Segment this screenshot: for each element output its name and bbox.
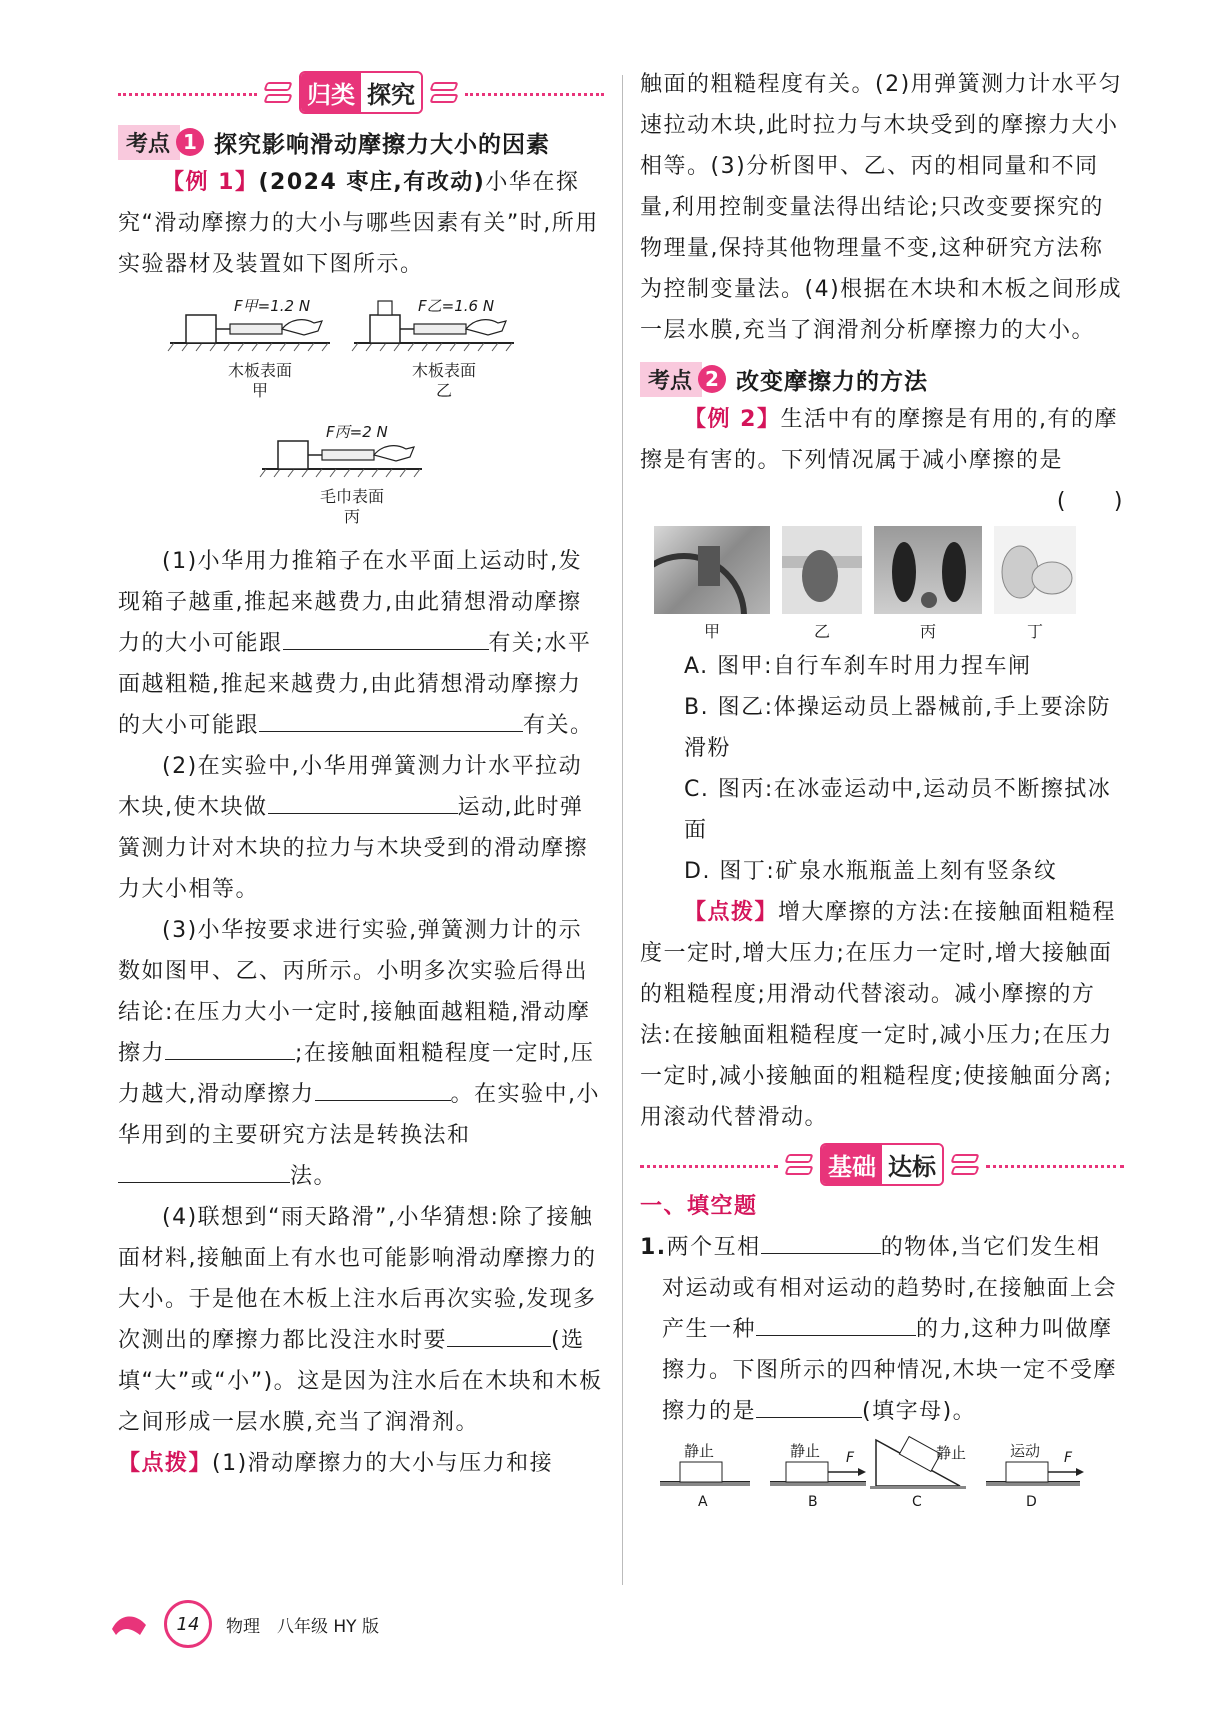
tip-1: 【点拨】(1)滑动摩擦力的大小与压力和接 — [118, 1451, 554, 1476]
diamond-icon — [431, 81, 457, 103]
kaodian-1-heading: 考点 1 探究影响滑动摩擦力大小的因素 — [118, 122, 604, 162]
friction-experiment-figure — [118, 291, 604, 541]
label-c: C — [912, 1494, 922, 1510]
label-b: B — [808, 1494, 818, 1510]
example-1: 【例 1】(2024 枣庄,有改动)小华在探究“滑动摩擦力的大小与哪些因素有关”时,所用实验器材及装置如下图所示。 — [118, 170, 599, 277]
label-move-d: 运动 — [1010, 1442, 1041, 1460]
question-1-1: (1)小华用力推箱子在水平面上运动时,发现箱子越重,推起来越费力,由此猜想滑动摩擦力的大小可能跟 有关;水平面越粗糙,推起来越费力,由此猜想滑动摩擦力的大小可能跟 有关。 — [118, 549, 594, 738]
kaodian-2-heading: 考点 2 改变摩擦力的方法 — [640, 359, 1124, 399]
page-footer — [110, 1600, 379, 1648]
section-banner-jichu: 基础 达标 — [640, 1142, 1124, 1186]
mascot-icon — [110, 1609, 150, 1639]
caption-jia: 甲 — [703, 622, 720, 641]
force-label-jia: F甲=1.2 N — [234, 297, 311, 315]
question-1-4: (4)联想到“雨天路滑”,小华猜想:除了接触面材料,接触面上有水也可能影响滑动摩擦力的大小。于是他在木板上注水后再次实验,发现多次测出的摩擦力都比没注水时要 (选填“大”或“小”)。这是因为注水后在木块和木板之间形成一层水膜,充当了润滑剂。 — [118, 1205, 603, 1435]
photo-curling — [874, 526, 982, 614]
label-f-b: F — [846, 1450, 855, 1466]
exercise-1: 1.两个互相 的物体,当它们发生相对运动或有相对运动的趋势时,在接触面上会产生一种 的力,这种力叫做摩擦力。下图所示的四种情况,木块一定不受摩擦力的是 (填字母)。 — [640, 1227, 1124, 1432]
option-a: A. 图甲:自行车刹车时用力捏车闸 — [684, 654, 1032, 679]
option-d: D. 图丁:矿泉水瓶瓶盖上刻有竖条纹 — [684, 859, 1058, 884]
answer-paren: ( ) — [1056, 489, 1124, 514]
photo-gymnast-hand — [782, 526, 862, 614]
example-2-photos — [640, 526, 1124, 646]
column-divider — [622, 75, 623, 1585]
tip-2: 【点拨】增大摩擦的方法:在接触面粗糙程度一定时,增大压力;在压力一定时,增大接触面的粗糙程度;用滑动代替滚动。减小摩擦的方法:在接触面粗糙程度一定时,减小压力;在压力一定时,减小接触面的粗糙程度;使接触面分离;用滚动代替滑动。 — [640, 900, 1116, 1130]
label-still-b: 静止 — [790, 1442, 821, 1460]
diamond-icon — [952, 1153, 978, 1175]
caption-bing: 毛巾表面 丙 — [319, 487, 384, 526]
caption-bing: 丙 — [919, 622, 936, 641]
option-b: B. 图乙:体操运动员上器械前,手上要涂防滑粉 — [684, 695, 1111, 761]
caption-yi: 木板表面 乙 — [411, 361, 476, 400]
diamond-icon — [265, 81, 291, 103]
page-number: 14 — [164, 1600, 212, 1648]
question-1-3: (3)小华按要求进行实验,弹簧测力计的示数如图甲、乙、丙所示。小明多次实验后得出结论:在压力大小一定时,接触面越粗糙,滑动摩擦力 ;在接触面粗糙程度一定时,压力越大,滑动摩擦力 。在实验中,小华用到的主要研究方法是转换法和法。 — [118, 918, 600, 1189]
label-f-d: F — [1064, 1450, 1073, 1466]
section-banner-guilei — [118, 70, 604, 114]
photo-bike-brake — [654, 526, 770, 614]
caption-yi: 乙 — [813, 622, 830, 641]
tip-1-continued: 触面的粗糙程度有关。(2)用弹簧测力计水平匀速拉动木块,此时拉力与木块受到的摩擦力大小相等。(3)分析图甲、乙、丙的相同量和不同量,利用控制变量法得出结论;只改变要探究的物理量,保持其他物理量不变,这种研究方法称为控制变量法。(4)根据在木块和木板之间形成一层水膜,充当了润滑剂分析摩擦力的大小。 — [640, 72, 1123, 343]
left-column — [118, 70, 604, 1484]
footer-text: 物理 八年级 HY 版 — [226, 1616, 379, 1637]
label-still-c: 静止 — [936, 1444, 967, 1462]
setup-jia — [168, 315, 330, 351]
setup-bing — [260, 441, 422, 477]
label-still-a: 静止 — [684, 1442, 715, 1460]
diamond-icon — [786, 1153, 812, 1175]
example-2: 【例 2】生活中有的摩擦是有用的,有的摩擦是有害的。下列情况属于减小摩擦的是 — [640, 407, 1118, 473]
force-label-bing: F丙=2 N — [326, 423, 388, 441]
label-d: D — [1026, 1494, 1037, 1510]
force-label-yi: F乙=1.6 N — [418, 297, 495, 315]
caption-ding: 丁 — [1026, 622, 1043, 641]
section-title-fill-blank: 一、填空题 — [640, 1194, 758, 1219]
photo-bottle-cap — [994, 526, 1076, 614]
banner-part-a: 归类 — [301, 73, 361, 112]
question-1-2: (2)在实验中,小华用弹簧测力计水平拉动木块,使木块做 运动,此时弹簧测力计对木块的拉力与木块受到的滑动摩擦力大小相等。 — [118, 754, 589, 902]
caption-jia: 木板表面 甲 — [227, 361, 292, 400]
exercise-1-figure — [640, 1436, 1124, 1516]
right-column — [640, 70, 1124, 1516]
option-c: C. 图丙:在冰壶运动中,运动员不断擦拭冰面 — [684, 777, 1112, 843]
banner-part-b: 探究 — [361, 73, 421, 112]
label-a: A — [698, 1494, 708, 1510]
